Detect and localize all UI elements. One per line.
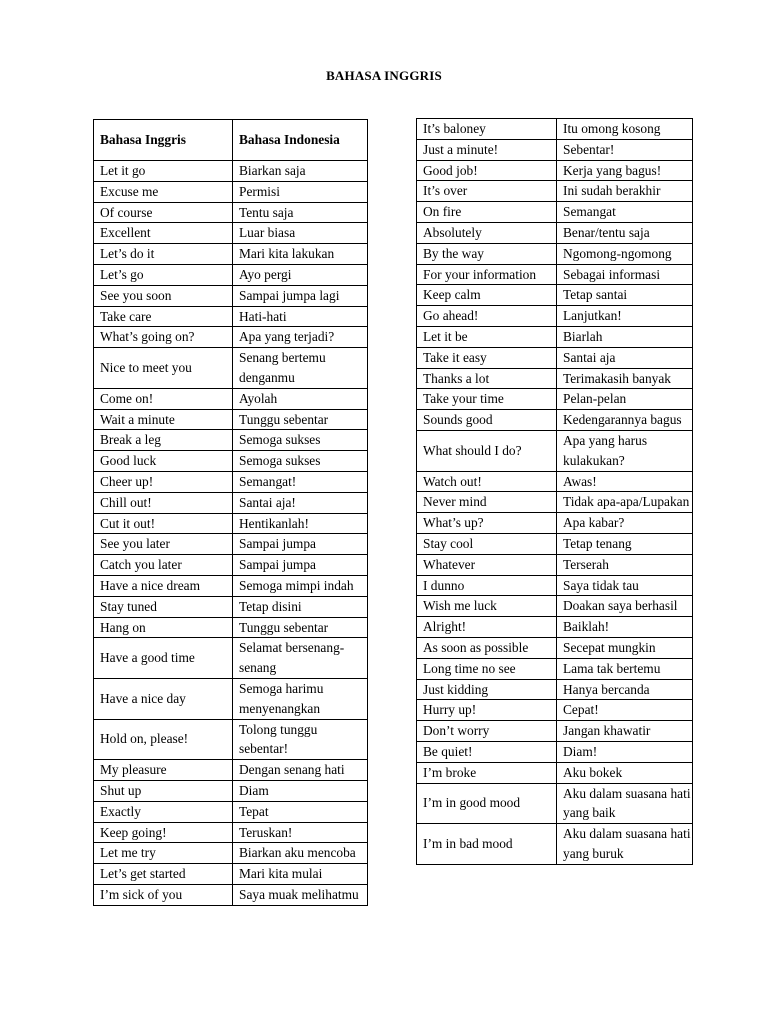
table-row — [94, 555, 368, 576]
english-phrase-cell: Be quiet! — [417, 741, 557, 762]
english-phrase-cell: Whatever — [417, 554, 557, 575]
table-row — [417, 285, 693, 306]
table-row — [94, 244, 368, 265]
indonesian-translation-cell: Aku dalam suasana hati yang buruk — [557, 824, 693, 865]
english-phrase-cell: Catch you later — [94, 555, 233, 576]
table-row — [94, 534, 368, 555]
indonesian-translation-cell: Mari kita mulai — [233, 864, 368, 885]
indonesian-translation-cell: Santai aja — [557, 347, 693, 368]
indonesian-translation-cell: Aku dalam suasana hati yang baik — [557, 783, 693, 824]
table-row — [94, 617, 368, 638]
indonesian-translation-cell: Lama tak bertemu — [557, 658, 693, 679]
page-title: BAHASA INGGRIS — [326, 68, 442, 83]
english-phrase-cell: Chill out! — [94, 492, 233, 513]
table-row — [94, 638, 368, 679]
english-phrase-cell: Wait a minute — [94, 409, 233, 430]
indonesian-translation-cell: Doakan saya berhasil — [557, 596, 693, 617]
english-phrase-cell: Stay cool — [417, 533, 557, 554]
english-phrase-cell: Come on! — [94, 388, 233, 409]
table-row — [417, 181, 693, 202]
indonesian-translation-cell: Mari kita lakukan — [233, 244, 368, 265]
table-row — [94, 471, 368, 492]
indonesian-translation-cell: Terimakasih banyak — [557, 368, 693, 389]
indonesian-translation-cell: Ayolah — [233, 388, 368, 409]
indonesian-translation-cell: Teruskan! — [233, 822, 368, 843]
indonesian-translation-cell: Biarlah — [557, 326, 693, 347]
english-phrase-cell: Long time no see — [417, 658, 557, 679]
table-row — [94, 575, 368, 596]
table-row — [417, 306, 693, 327]
english-phrase-cell: Of course — [94, 202, 233, 223]
indonesian-translation-cell: Biarkan saja — [233, 161, 368, 182]
english-phrase-cell: On fire — [417, 202, 557, 223]
table-row — [94, 801, 368, 822]
indonesian-translation-cell: Tetap tenang — [557, 533, 693, 554]
table-row — [417, 139, 693, 160]
phrase-table-left — [93, 119, 368, 906]
english-phrase-cell: Let it go — [94, 161, 233, 182]
indonesian-translation-cell: Sampai jumpa — [233, 534, 368, 555]
table-row — [94, 327, 368, 348]
english-phrase-cell: Hold on, please! — [94, 719, 233, 760]
english-phrase-cell: Hurry up! — [417, 700, 557, 721]
indonesian-translation-cell: Luar biasa — [233, 223, 368, 244]
table-row — [417, 554, 693, 575]
table-row — [417, 824, 693, 865]
indonesian-translation-cell: Benar/tentu saja — [557, 222, 693, 243]
indonesian-translation-cell: Tunggu sebentar — [233, 617, 368, 638]
column-header-english: Bahasa Inggris — [94, 120, 233, 161]
table-row — [417, 410, 693, 431]
english-phrase-cell: Excellent — [94, 223, 233, 244]
indonesian-translation-cell: Baiklah! — [557, 617, 693, 638]
table-row — [417, 347, 693, 368]
table-row — [94, 264, 368, 285]
table-row — [94, 306, 368, 327]
english-phrase-cell: Take care — [94, 306, 233, 327]
english-phrase-cell: Let’s go — [94, 264, 233, 285]
english-phrase-cell: My pleasure — [94, 760, 233, 781]
indonesian-translation-cell: Sampai jumpa — [233, 555, 368, 576]
phrase-table-right — [416, 118, 693, 865]
english-phrase-cell: By the way — [417, 243, 557, 264]
indonesian-translation-cell: Tunggu sebentar — [233, 409, 368, 430]
english-phrase-cell: I’m in good mood — [417, 783, 557, 824]
english-phrase-cell: Keep calm — [417, 285, 557, 306]
english-phrase-cell: As soon as possible — [417, 637, 557, 658]
english-phrase-cell: Good job! — [417, 160, 557, 181]
table-row — [94, 451, 368, 472]
english-phrase-cell: Let me try — [94, 843, 233, 864]
indonesian-translation-cell: Semangat — [557, 202, 693, 223]
table-row — [417, 700, 693, 721]
indonesian-translation-cell: Diam — [233, 780, 368, 801]
indonesian-translation-cell: Saya tidak tau — [557, 575, 693, 596]
english-phrase-cell: Shut up — [94, 780, 233, 801]
english-phrase-cell: Wish me luck — [417, 596, 557, 617]
table-row — [94, 202, 368, 223]
table-row — [94, 181, 368, 202]
english-phrase-cell: Just a minute! — [417, 139, 557, 160]
english-phrase-cell: Excuse me — [94, 181, 233, 202]
table-row — [417, 326, 693, 347]
english-phrase-cell: Just kidding — [417, 679, 557, 700]
indonesian-translation-cell: Diam! — [557, 741, 693, 762]
indonesian-translation-cell: Semoga sukses — [233, 430, 368, 451]
table-row — [94, 513, 368, 534]
indonesian-translation-cell: Secepat mungkin — [557, 637, 693, 658]
table-row — [94, 822, 368, 843]
table-body-right — [417, 119, 693, 865]
indonesian-translation-cell: Awas! — [557, 471, 693, 492]
indonesian-translation-cell: Semoga mimpi indah — [233, 575, 368, 596]
english-phrase-cell: I dunno — [417, 575, 557, 596]
indonesian-translation-cell: Senang bertemu denganmu — [233, 348, 368, 389]
english-phrase-cell: Have a good time — [94, 638, 233, 679]
column-header-indonesian: Bahasa Indonesia — [233, 120, 368, 161]
indonesian-translation-cell: Semoga sukses — [233, 451, 368, 472]
table-row — [94, 884, 368, 905]
table-row — [417, 513, 693, 534]
english-phrase-cell: Take your time — [417, 389, 557, 410]
table-row — [417, 637, 693, 658]
english-phrase-cell: Have a nice dream — [94, 575, 233, 596]
table-row — [94, 348, 368, 389]
indonesian-translation-cell: Kedengarannya bagus — [557, 410, 693, 431]
table-row — [94, 285, 368, 306]
table-row — [94, 864, 368, 885]
english-phrase-cell: See you soon — [94, 285, 233, 306]
english-phrase-cell: Stay tuned — [94, 596, 233, 617]
table-row — [417, 368, 693, 389]
english-phrase-cell: Don’t worry — [417, 721, 557, 742]
table-row — [94, 780, 368, 801]
indonesian-translation-cell: Ayo pergi — [233, 264, 368, 285]
english-phrase-cell: Thanks a lot — [417, 368, 557, 389]
indonesian-translation-cell: Apa kabar? — [557, 513, 693, 534]
indonesian-translation-cell: Terserah — [557, 554, 693, 575]
indonesian-translation-cell: Pelan-pelan — [557, 389, 693, 410]
english-phrase-cell: It’s over — [417, 181, 557, 202]
english-phrase-cell: Alright! — [417, 617, 557, 638]
table-row — [417, 762, 693, 783]
table-row — [417, 617, 693, 638]
indonesian-translation-cell: Tepat — [233, 801, 368, 822]
table-row — [417, 575, 693, 596]
english-phrase-cell: Let’s do it — [94, 244, 233, 265]
english-phrase-cell: Go ahead! — [417, 306, 557, 327]
table-row — [417, 430, 693, 471]
table-row — [94, 223, 368, 244]
table-row — [94, 843, 368, 864]
table-row — [417, 222, 693, 243]
indonesian-translation-cell: Lanjutkan! — [557, 306, 693, 327]
table-row — [417, 741, 693, 762]
english-phrase-cell: For your information — [417, 264, 557, 285]
english-phrase-cell: Hang on — [94, 617, 233, 638]
table-row — [94, 760, 368, 781]
english-phrase-cell: What should I do? — [417, 430, 557, 471]
indonesian-translation-cell: Jangan khawatir — [557, 721, 693, 742]
english-phrase-cell: Sounds good — [417, 410, 557, 431]
indonesian-translation-cell: Apa yang terjadi? — [233, 327, 368, 348]
english-phrase-cell: Keep going! — [94, 822, 233, 843]
english-phrase-cell: Have a nice day — [94, 678, 233, 719]
table-row — [94, 161, 368, 182]
indonesian-translation-cell: Sebagai informasi — [557, 264, 693, 285]
table-row — [94, 678, 368, 719]
table-row — [417, 160, 693, 181]
table-row — [94, 430, 368, 451]
indonesian-translation-cell: Sebentar! — [557, 139, 693, 160]
table-header-row — [94, 120, 368, 161]
indonesian-translation-cell: Cepat! — [557, 700, 693, 721]
english-phrase-cell: What’s up? — [417, 513, 557, 534]
english-phrase-cell: Let’s get started — [94, 864, 233, 885]
english-phrase-cell: Cheer up! — [94, 471, 233, 492]
english-phrase-cell: I’m broke — [417, 762, 557, 783]
indonesian-translation-cell: Tetap santai — [557, 285, 693, 306]
english-phrase-cell: Absolutely — [417, 222, 557, 243]
indonesian-translation-cell: Sampai jumpa lagi — [233, 285, 368, 306]
indonesian-translation-cell: Dengan senang hati — [233, 760, 368, 781]
english-phrase-cell: I’m sick of you — [94, 884, 233, 905]
table-row — [417, 596, 693, 617]
indonesian-translation-cell: Semangat! — [233, 471, 368, 492]
english-phrase-cell: Never mind — [417, 492, 557, 513]
english-phrase-cell: I’m in bad mood — [417, 824, 557, 865]
table-row — [417, 533, 693, 554]
indonesian-translation-cell: Saya muak melihatmu — [233, 884, 368, 905]
indonesian-translation-cell: Ngomong-ngomong — [557, 243, 693, 264]
table-row — [417, 264, 693, 285]
indonesian-translation-cell: Tentu saja — [233, 202, 368, 223]
table-body-left — [94, 161, 368, 906]
indonesian-translation-cell: Selamat bersenang-senang — [233, 638, 368, 679]
table-row — [94, 596, 368, 617]
indonesian-translation-cell: Aku bokek — [557, 762, 693, 783]
indonesian-translation-cell: Semoga harimu menyenangkan — [233, 678, 368, 719]
english-phrase-cell: Break a leg — [94, 430, 233, 451]
indonesian-translation-cell: Kerja yang bagus! — [557, 160, 693, 181]
table-row — [94, 492, 368, 513]
table-row — [417, 679, 693, 700]
indonesian-translation-cell: Hati-hati — [233, 306, 368, 327]
english-phrase-cell: What’s going on? — [94, 327, 233, 348]
indonesian-translation-cell: Permisi — [233, 181, 368, 202]
table-row — [417, 721, 693, 742]
indonesian-translation-cell: Hentikanlah! — [233, 513, 368, 534]
table-row — [94, 719, 368, 760]
table-row — [94, 409, 368, 430]
table-row — [417, 471, 693, 492]
english-phrase-cell: Exactly — [94, 801, 233, 822]
indonesian-translation-cell: Itu omong kosong — [557, 119, 693, 140]
english-phrase-cell: Take it easy — [417, 347, 557, 368]
table-row — [417, 202, 693, 223]
english-phrase-cell: Watch out! — [417, 471, 557, 492]
table-row — [417, 243, 693, 264]
english-phrase-cell: See you later — [94, 534, 233, 555]
indonesian-translation-cell: Santai aja! — [233, 492, 368, 513]
english-phrase-cell: Good luck — [94, 451, 233, 472]
table-row — [417, 389, 693, 410]
indonesian-translation-cell: Hanya bercanda — [557, 679, 693, 700]
english-phrase-cell: It’s baloney — [417, 119, 557, 140]
english-phrase-cell: Nice to meet you — [94, 348, 233, 389]
table-row — [417, 658, 693, 679]
table-row — [94, 388, 368, 409]
indonesian-translation-cell: Apa yang harus kulakukan? — [557, 430, 693, 471]
english-phrase-cell: Let it be — [417, 326, 557, 347]
indonesian-translation-cell: Ini sudah berakhir — [557, 181, 693, 202]
indonesian-translation-cell: Tidak apa-apa/Lupakan — [557, 492, 693, 513]
table-row — [417, 119, 693, 140]
indonesian-translation-cell: Tetap disini — [233, 596, 368, 617]
indonesian-translation-cell: Tolong tunggu sebentar! — [233, 719, 368, 760]
table-row — [417, 783, 693, 824]
indonesian-translation-cell: Biarkan aku mencoba — [233, 843, 368, 864]
table-row — [417, 492, 693, 513]
english-phrase-cell: Cut it out! — [94, 513, 233, 534]
